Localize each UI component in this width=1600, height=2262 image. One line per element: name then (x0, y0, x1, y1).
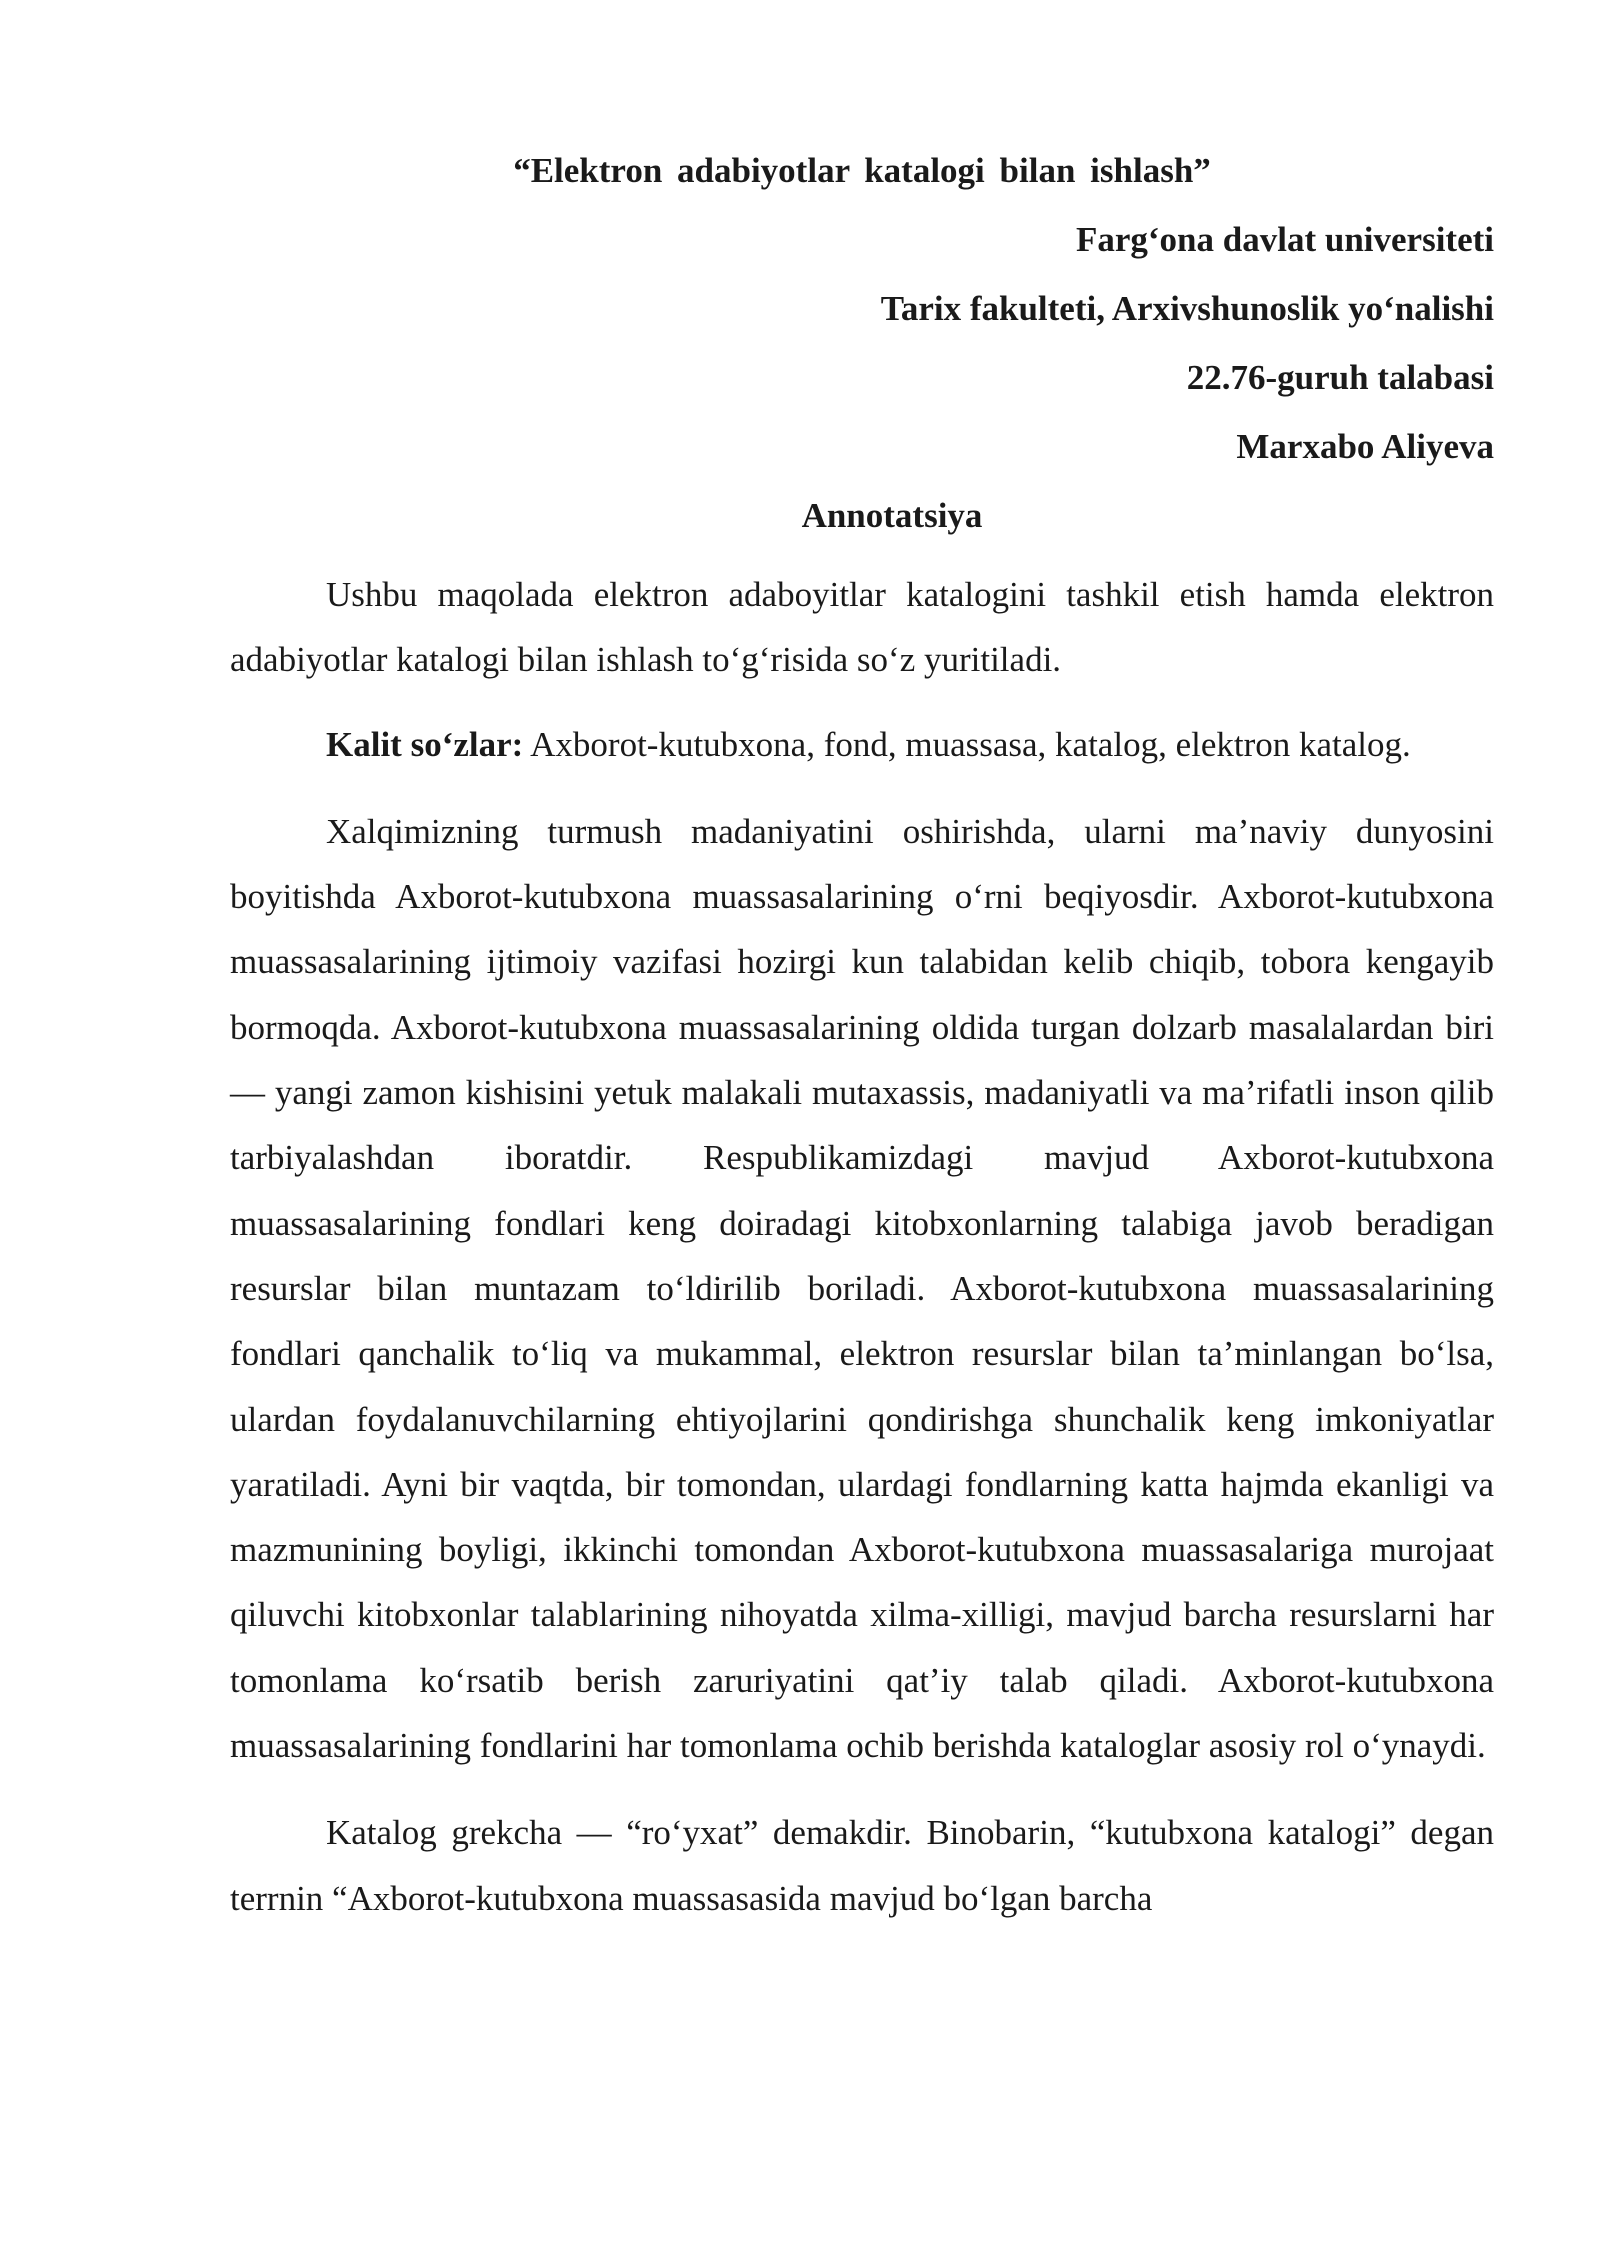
keywords-text: Axborot-kutubxona, fond, muassasa, katalog, elektron katalog. (523, 724, 1411, 764)
document-page (230, 148, 1494, 1931)
document-title: “Elektron adabiyotlar katalogi bilan ishlash” (513, 151, 1211, 190)
abstract-heading: Annotatsiya (801, 496, 983, 535)
student-group: 22.76-guruh talabasi (1186, 358, 1494, 397)
faculty-name: Tarix fakulteti, Arxivshunoslik yo‘nalishi (880, 289, 1494, 328)
author-name: Marxabo Aliyeva (1236, 427, 1494, 466)
keywords-label: Kalit so‘zlar: (326, 724, 524, 764)
abstract-paragraph: Ushbu maqolada elektron adaboyitlar katalogini tashkil etish hamda elektron adabiyotlar katalogi bilan ishlash to‘g‘risida so‘z yuritiladi. (230, 575, 1494, 680)
body-paragraph-2: Katalog grekcha — “ro‘yxat” demakdir. Binobarin, “kutubxona katalogi” degan terrnin “Axborot-kutubxona muassasasida mavjud bo‘lgan barcha (230, 1813, 1494, 1918)
keywords-paragraph (230, 712, 1494, 777)
body-paragraph-1: Xalqimizning turmush madaniyatini oshirishda, ularni ma’naviy dunyosini boyitishda Axborot-kutubxona muassasalarining o‘rni beqiyosdir. Axborot-kutubxona muassasalarining ijtimoiy vazifasi hozirgi kun talabidan kelib chiqib, tobora kengayib bormoqda. Axborot-kutubxona muassasalarining oldida turgan dolzarb masalalardan biri — yangi zamon kishisini yetuk malakali mutaxassis, madaniyatli va ma’rifatli inson qilib tarbiyalashdan iboratdir. Respublikamizdagi mavjud Axborot-kutubxona muassasalarining fondlari keng doiradagi kitobxonlarning talabiga javob beradigan resurslar bilan muntazam to‘ldirilib boriladi. Axborot-kutubxona muassasalarining fondlari qanchalik to‘liq va mukammal, elektron resurslar bilan ta’minlangan bo‘lsa, ulardan foydalanuvchilarning ehtiyojlarini qondirishga shunchalik keng imkoniyatlar yaratiladi. Ayni bir vaqtda, bir tomondan, ulardagi fondlarning katta hajmda ekanligi va mazmunining boyligi, ikkinchi tomondan Axborot-kutubxona muassasalariga murojaat qiluvchi kitobxonlar talablarining nihoyatda xilma-xilligi, mavjud barcha resurslarni har tomonlama ko‘rsatib berish zaruriyatini qat’iy talab qiladi. Axborot-kutubxona muassasalarining fondlarini har tomonlama ochib berishda kataloglar asosiy rol o‘ynaydi. (230, 811, 1494, 1766)
university-name: Farg‘ona davlat universiteti (1075, 220, 1494, 259)
